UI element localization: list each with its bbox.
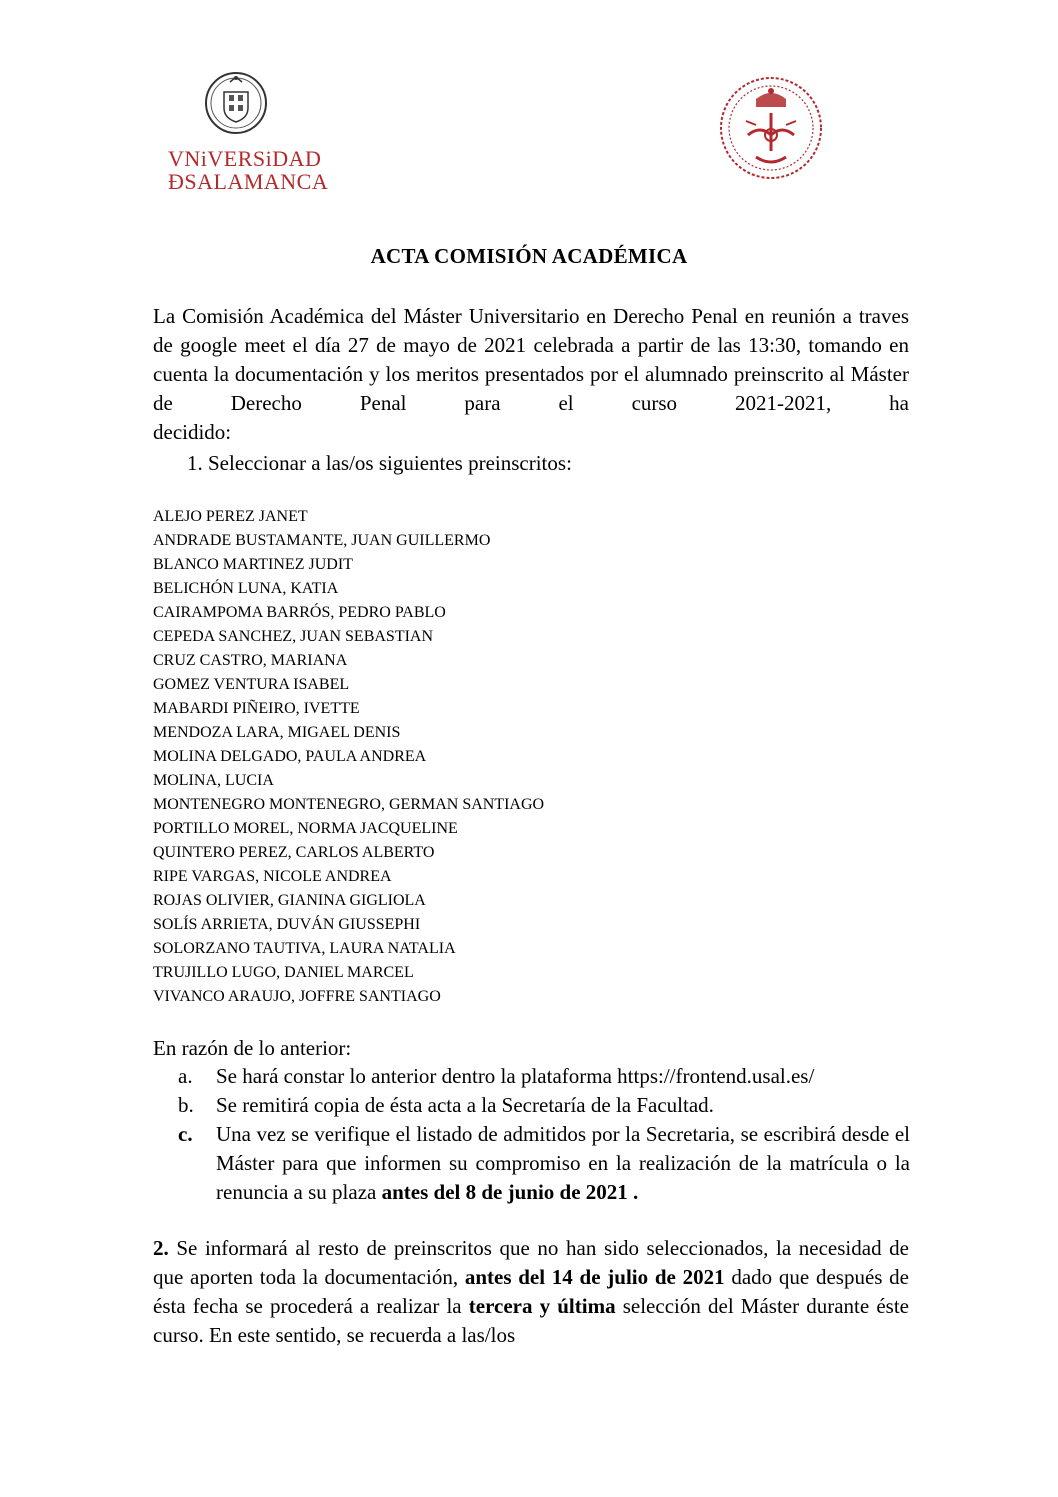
item-2-text-3: selección del Máster durante éste curso. En este sentido, se recuerda a las/los	[153, 1294, 909, 1347]
student-list-item: ANDRADE BUSTAMANTE, JUAN GUILLERMO	[153, 532, 491, 549]
intro-paragraph-end: decidido:	[153, 420, 232, 444]
item-2-deadline: antes del 14 de julio de 2021	[464, 1265, 725, 1289]
sub-item-c	[178, 1120, 910, 1207]
sub-item-a	[178, 1062, 910, 1091]
sub-items	[178, 1062, 910, 1207]
item-1: 1. Seleccionar a las/os siguientes preinscritos:	[187, 451, 572, 475]
student-list-item: MENDOZA LARA, MIGAEL DENIS	[153, 724, 401, 741]
student-list-item: MONTENEGRO MONTENEGRO, GERMAN SANTIAGO	[153, 796, 545, 813]
item-2-text-2: dado que después de ésta fecha se procederá a realizar la	[153, 1265, 910, 1318]
student-list-item: PORTILLO MOREL, NORMA JACQUELINE	[153, 820, 458, 837]
intro-paragraph: La Comisión Académica del Máster Universitario en Derecho Penal en reunión a traves de google meet el día 27 de mayo de 2021 celebrada a partir de las 13:30, tomando en cuenta la documentación y los meritos presentados por el alumnado preinscrito al Máster de Derecho Penal para el curso 2021-2021, ha	[153, 304, 909, 415]
selected-students-list	[153, 505, 853, 1009]
sub-item-marker: b.	[178, 1093, 194, 1117]
razon-heading: En razón de lo anterior:	[153, 1036, 352, 1060]
item-2-number: 2.	[153, 1236, 169, 1260]
student-list-item: ROJAS OLIVIER, GIANINA GIGLIOLA	[153, 892, 426, 909]
student-list-item: SOLÍS ARRIETA, DUVÁN GIUSSEPHI	[153, 916, 421, 933]
student-list-item: QUINTERO PEREZ, CARLOS ALBERTO	[153, 844, 435, 861]
sub-item-marker: c.	[178, 1122, 193, 1146]
sub-item-text: Se remitirá copia de ésta acta a la Secretaría de la Facultad.	[216, 1093, 714, 1117]
student-list-item: CEPEDA SANCHEZ, JUAN SEBASTIAN	[153, 628, 434, 645]
item-2-paragraph	[153, 1234, 909, 1350]
item-2-selection-round: tercera y última	[468, 1294, 616, 1318]
sub-item-b	[178, 1091, 910, 1120]
student-list-item: BELICHÓN LUNA, KATIA	[153, 580, 339, 597]
student-list-item: GOMEZ VENTURA ISABEL	[153, 676, 350, 693]
item-2-text-1: Se informará al resto de preinscritos que no han sido seleccionados, la necesidad de que aporten toda la documentación,	[153, 1236, 909, 1289]
student-list-item: RIPE VARGAS, NICOLE ANDREA	[153, 868, 392, 885]
student-list-item: MOLINA, LUCIA	[153, 772, 274, 789]
student-list-item: TRUJILLO LUGO, DANIEL MARCEL	[153, 964, 414, 981]
student-list-item: MOLINA DELGADO, PAULA ANDREA	[153, 748, 427, 765]
student-list-item: CAIRAMPOMA BARRÓS, PEDRO PABLO	[153, 604, 446, 621]
student-list-item: MABARDI PIÑEIRO, IVETTE	[153, 700, 360, 717]
student-list-item: ALEJO PEREZ JANET	[153, 508, 308, 525]
student-list-item: SOLORZANO TAUTIVA, LAURA NATALIA	[153, 940, 456, 957]
sub-item-text: Se hará constar lo anterior dentro la plataforma https://frontend.usal.es/	[216, 1064, 815, 1088]
sub-item-text: Una vez se verifique el listado de admitidos por la Secretaria, se escribirá desde el Máster para que informen su compromiso en la realización de la matrícula o la renuncia a su plaza	[216, 1122, 910, 1204]
logo-wordmark-line1: VNiVERSiDAD	[168, 146, 322, 171]
sub-item-marker: a.	[178, 1064, 193, 1088]
student-list-item: CRUZ CASTRO, MARIANA	[153, 652, 348, 669]
deadline-text: antes del 8 de junio de 2021 .	[381, 1180, 639, 1204]
student-list-item: BLANCO MARTINEZ JUDIT	[153, 556, 353, 573]
document-title: ACTA COMISIÓN ACADÉMICA	[370, 244, 688, 268]
university-crest-icon	[205, 70, 267, 136]
student-list-item: VIVANCO ARAUJO, JOFFRE SANTIAGO	[153, 988, 441, 1005]
logo-wordmark-line2: ÐSALAMANCA	[168, 169, 329, 194]
university-seal-icon	[716, 73, 826, 183]
university-logo	[168, 70, 329, 200]
